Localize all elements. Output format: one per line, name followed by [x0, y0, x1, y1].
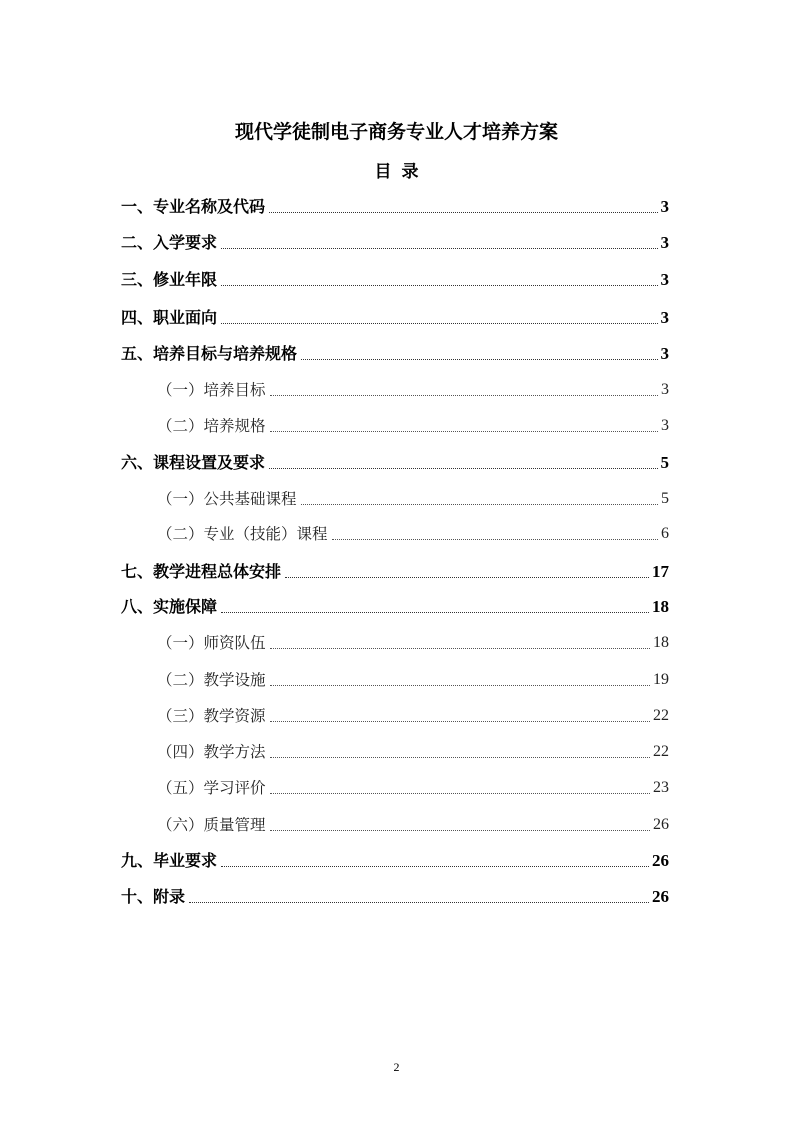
toc-page-number: 3 — [660, 308, 669, 327]
toc-page-number: 18 — [652, 597, 669, 616]
toc-subentry-5-1[interactable] — [157, 378, 669, 402]
toc-page-number: 26 — [653, 816, 669, 833]
toc-dot-leader — [270, 684, 650, 686]
toc-page-number: 6 — [661, 525, 669, 542]
toc-subentry-6-2[interactable] — [157, 522, 669, 546]
toc-entry-1[interactable] — [121, 195, 669, 219]
toc-entry-text: 七、教学进程总体安排 — [121, 562, 282, 581]
toc-entry-text: （四）教学方法 — [157, 743, 266, 761]
toc-dot-leader — [221, 611, 649, 613]
toc-dot-leader — [301, 358, 657, 360]
toc-entry-7[interactable] — [121, 560, 669, 584]
toc-page-number: 3 — [660, 344, 669, 363]
toc-page-number: 3 — [660, 233, 669, 252]
toc-dot-leader — [270, 756, 650, 758]
toc-page-number: 3 — [661, 381, 669, 398]
toc-subentry-8-2[interactable] — [157, 668, 669, 692]
toc-dot-leader — [270, 647, 650, 649]
toc-entry-6[interactable] — [121, 451, 669, 475]
toc-page-number: 3 — [660, 197, 669, 216]
toc-dot-leader — [270, 430, 658, 432]
toc-entry-text: （五）学习评价 — [157, 779, 266, 797]
toc-entry-text: 五、培养目标与培养规格 — [121, 344, 298, 363]
toc-dot-leader — [270, 829, 650, 831]
toc-page-number: 3 — [660, 270, 669, 289]
toc-entry-9[interactable] — [121, 849, 669, 873]
toc-dot-leader — [269, 211, 657, 213]
toc-entry-8[interactable] — [121, 595, 669, 619]
toc-dot-leader — [189, 901, 649, 903]
toc-dot-leader — [270, 792, 650, 794]
toc-dot-leader — [221, 284, 657, 286]
toc-entry-text: 二、入学要求 — [121, 233, 218, 252]
toc-entry-text: 八、实施保障 — [121, 597, 218, 616]
toc-page-number: 3 — [661, 417, 669, 434]
toc-dot-leader — [221, 247, 657, 249]
toc-page-number: 19 — [653, 671, 669, 688]
toc-entry-2[interactable] — [121, 231, 669, 255]
toc-entry-3[interactable] — [121, 268, 669, 292]
toc-heading: 目录 — [374, 162, 429, 182]
document-title: 现代学徒制电子商务专业人才培养方案 — [234, 121, 558, 143]
toc-subentry-8-3[interactable] — [157, 704, 669, 728]
toc-page-number: 5 — [660, 453, 669, 472]
toc-entry-text: （二）专业（技能）课程 — [157, 525, 328, 543]
toc-dot-leader — [269, 467, 657, 469]
toc-entry-5[interactable] — [121, 342, 669, 366]
toc-entry-text: （二）教学设施 — [157, 671, 266, 689]
toc-dot-leader — [270, 720, 650, 722]
toc-entry-text: 三、修业年限 — [121, 270, 218, 289]
toc-entry-text: （一）培养目标 — [157, 381, 266, 399]
toc-entry-text: 一、专业名称及代码 — [121, 197, 266, 216]
toc-dot-leader — [301, 503, 658, 505]
toc-dot-leader — [332, 538, 658, 540]
toc-dot-leader — [221, 322, 657, 324]
toc-entry-text: （六）质量管理 — [157, 816, 266, 834]
toc-page-number: 26 — [652, 887, 669, 906]
toc-entry-10[interactable] — [121, 885, 669, 909]
page-number: 2 — [393, 1060, 400, 1074]
toc-dot-leader — [270, 394, 658, 396]
toc-subentry-5-2[interactable] — [157, 414, 669, 438]
toc-page-number: 22 — [653, 743, 669, 760]
toc-subentry-6-1[interactable] — [157, 487, 669, 511]
toc-page-number: 17 — [652, 562, 669, 581]
toc-page-number: 23 — [653, 779, 669, 796]
toc-dot-leader — [221, 865, 649, 867]
toc-page-number: 18 — [653, 634, 669, 651]
toc-entry-text: 六、课程设置及要求 — [121, 453, 266, 472]
toc-page-number: 22 — [653, 707, 669, 724]
toc-page-number: 26 — [652, 851, 669, 870]
toc-subentry-8-6[interactable] — [157, 813, 669, 837]
toc-entry-text: （一）师资队伍 — [157, 634, 266, 652]
toc-entry-text: 四、职业面向 — [121, 308, 218, 327]
toc-entry-text: （一）公共基础课程 — [157, 490, 297, 508]
toc-entry-4[interactable] — [121, 306, 669, 330]
toc-subentry-8-1[interactable] — [157, 631, 669, 655]
toc-subentry-8-5[interactable] — [157, 776, 669, 800]
toc-dot-leader — [285, 576, 649, 578]
toc-subentry-8-4[interactable] — [157, 740, 669, 764]
toc-entry-text: （三）教学资源 — [157, 707, 266, 725]
toc-page-number: 5 — [661, 490, 669, 507]
toc-entry-text: 十、附录 — [121, 887, 186, 906]
toc-entry-text: 九、毕业要求 — [121, 851, 218, 870]
toc-entry-text: （二）培养规格 — [157, 417, 266, 435]
